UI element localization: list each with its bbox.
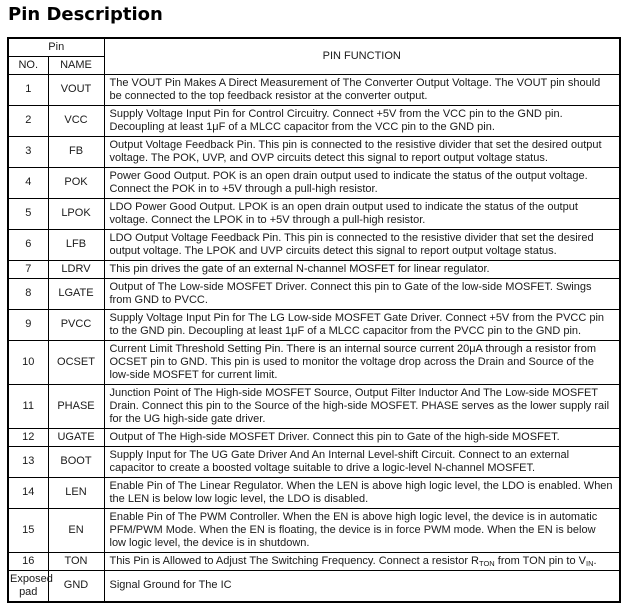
table-row [8,167,620,198]
pin-function-cell: LDO Output Voltage Feedback Pin. This pin is connected to the resistive divider that set the desired output voltage. The LPOK and UVP circuits detect this signal to report output voltage status. [104,229,620,260]
pin-number-cell: 5 [8,198,48,229]
table-row [8,340,620,384]
pin-function-cell: This Pin is Allowed to Adjust The Switching Frequency. Connect a resistor $R_{TON}$ from TON pin to $V_{IN}$. [104,552,620,570]
pin-name-cell: LGATE [48,278,104,309]
table-row [8,105,620,136]
pin-number-cell: 11 [8,384,48,428]
pin-function-cell: Power Good Output. POK is an open drain output used to indicate the status of the output voltage. Connect the POK in to +5V through a pull-high resistor. [104,167,620,198]
pin-function-cell: Output of The High-side MOSFET Driver. Connect this pin to Gate of the high-side MOSFET. [104,428,620,446]
header-row-group [8,38,620,56]
pin-name-cell: GND [48,570,104,602]
table-row [8,74,620,105]
table-row [8,384,620,428]
pin-number-cell: 10 [8,340,48,384]
table-row [8,229,620,260]
table-row [8,428,620,446]
pin-number-cell: 3 [8,136,48,167]
pin-function-cell: Supply Voltage Input Pin for Control Circuitry. Connect +5V from the VCC pin to the GND pin. Decoupling at least 1μF of a MLCC capacitor from the VCC pin to the GND pin. [104,105,620,136]
pin-number-cell: 4 [8,167,48,198]
pin-name-cell: TON [48,552,104,570]
pin-number-cell: 14 [8,477,48,508]
pin-function-cell: Output Voltage Feedback Pin. This pin is connected to the resistive divider that set the desired output voltage. The POK, UVP, and OVP circuits detect this signal to report output voltage status. [104,136,620,167]
table-row [8,260,620,278]
pin-function-cell: Output of The Low-side MOSFET Driver. Connect this pin to Gate of the low-side MOSFET. Swings from GND to PVCC. [104,278,620,309]
table-row [8,136,620,167]
pin-name-cell: BOOT [48,446,104,477]
table-body [8,74,620,602]
pin-function-header: PIN FUNCTION [104,38,620,74]
pin-name-cell: POK [48,167,104,198]
pin-number-cell: 13 [8,446,48,477]
pin-function-cell: Junction Point of The High-side MOSFET Source, Output Filter Inductor And The Low-side MOSFET Drain. Connect this pin to the Source of the high-side MOSFET. PHASE serves as the lower supply rail for the UG high-side gate driver. [104,384,620,428]
pin-function-cell: Enable Pin of The PWM Controller. When the EN is above high logic level, the device is in automatic PFM/PWM Mode. When the EN is floating, the device is in force PWM mode. When the EN is below low logic level, the device is in shutdown. [104,508,620,552]
pin-description-table [7,37,621,603]
table-row [8,278,620,309]
pin-number-cell: 1 [8,74,48,105]
pin-name-cell: EN [48,508,104,552]
pin-function-cell: Supply Voltage Input Pin for The LG Low-side MOSFET Gate Driver. Connect +5V from the PVCC pin to the GND pin. Decoupling at least 1μF of a MLCC capacitor from the PVCC pin to the GND pin. [104,309,620,340]
pin-name-cell: OCSET [48,340,104,384]
pin-name-cell: LEN [48,477,104,508]
pin-function-cell: The VOUT Pin Makes A Direct Measurement of The Converter Output Voltage. The VOUT pin should be connected to the top feedback resistor at the converter output. [104,74,620,105]
pin-function-cell: Enable Pin of The Linear Regulator. When the LEN is above high logic level, the LDO is enabled. When the LEN is below low logic level, the LDO is disabled. [104,477,620,508]
pin-number-cell: 6 [8,229,48,260]
table-header [8,38,620,74]
pin-name-cell: VOUT [48,74,104,105]
table-row [8,198,620,229]
pin-function-cell: Current Limit Threshold Setting Pin. There is an internal source current 20μA through a resistor from OCSET pin to GND. This pin is used to monitor the voltage drop across the Drain and Source of the low-side MOSFET for current limit. [104,340,620,384]
pin-function-cell: This pin drives the gate of an external N-channel MOSFET for linear regulator. [104,260,620,278]
pin-number-cell: 7 [8,260,48,278]
pin-name-cell: FB [48,136,104,167]
pin-name-cell: VCC [48,105,104,136]
pin-function-cell: Signal Ground for The IC [104,570,620,602]
table-row [8,508,620,552]
pin-number-cell: 15 [8,508,48,552]
pin-function-cell: LDO Power Good Output. LPOK is an open drain output used to indicate the status of the output voltage. Connect the LPOK in to +5V through a pull-high resistor. [104,198,620,229]
pin-name-cell: LPOK [48,198,104,229]
pin-number-cell: Exposed pad [8,570,48,602]
pin-number-cell: 9 [8,309,48,340]
pin-group-header: Pin [8,38,104,56]
pin-name-header: NAME [48,56,104,74]
pin-name-cell: LFB [48,229,104,260]
pin-no-header: NO. [8,56,48,74]
page-title: Pin Description [8,4,163,25]
table-row [8,552,620,570]
pin-name-cell: LDRV [48,260,104,278]
pin-number-cell: 16 [8,552,48,570]
pin-name-cell: UGATE [48,428,104,446]
table-row [8,570,620,602]
pin-name-cell: PVCC [48,309,104,340]
pin-name-cell: PHASE [48,384,104,428]
pin-number-cell: 8 [8,278,48,309]
table-row [8,446,620,477]
table-row [8,309,620,340]
table-row [8,477,620,508]
pin-number-cell: 2 [8,105,48,136]
pin-function-cell: Supply Input for The UG Gate Driver And An Internal Level-shift Circuit. Connect to an external capacitor to create a boosted voltage suitable to drive a logic-level N-channel MOSFET. [104,446,620,477]
pin-number-cell: 12 [8,428,48,446]
